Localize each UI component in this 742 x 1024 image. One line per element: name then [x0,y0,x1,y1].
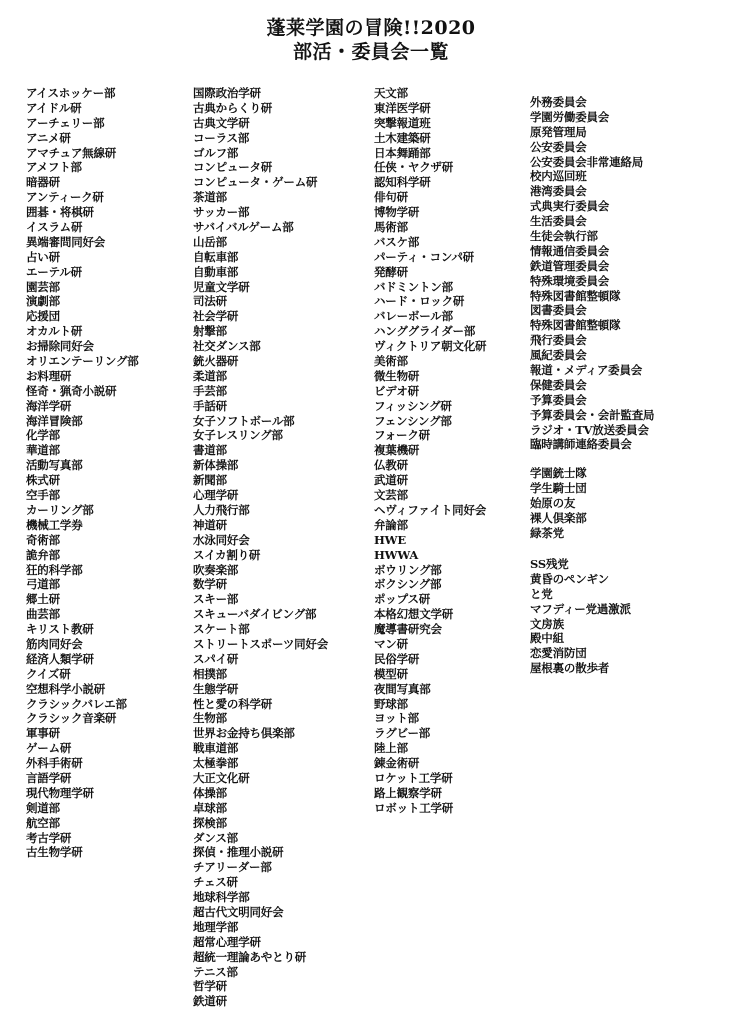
list-item: 茶道部 [193,190,227,205]
list-item: 俳句研 [374,190,408,205]
list-item: 性と愛の科学研 [193,696,273,711]
list-item: アンティーク研 [26,190,104,205]
list-item: 水泳同好会 [193,532,250,547]
list-item: 飛行委員会 [530,333,587,348]
list-item: 相撲部 [193,666,227,681]
list-item: 現代物理学研 [26,785,94,800]
list-item: 外科手術研 [26,756,83,771]
list-item: 国際政治学研 [193,86,261,100]
list-item: ボクシング部 [374,577,442,592]
list-item: 怪奇・猟奇小説研 [26,383,117,398]
list-item: 海洋冒険部 [26,413,83,428]
list-item: キリスト教研 [26,622,94,637]
list-item: 生徒会執行部 [530,229,598,244]
list-item: 司法研 [193,294,227,309]
list-item: 心理学研 [193,488,239,503]
list-item: 株式研 [26,473,60,488]
list-item: 馬術部 [374,220,408,235]
list-item: カーリング部 [26,502,94,517]
list-item: HWWA [374,547,419,562]
list-item: 保健委員会 [530,377,587,392]
list-item: チアリーダー部 [193,860,272,875]
list-item: 大正文化研 [193,770,250,785]
list-item: コンピュータ研 [193,160,273,175]
faction-list [530,557,631,676]
list-item: アーチェリー部 [26,115,105,130]
list-item: 原発管理局 [530,124,587,139]
list-item: HWE [374,532,406,547]
list-item: 剣道部 [26,800,60,815]
list-item: 文芸部 [374,488,408,503]
list-item: 特殊図書館整頓隊 [530,288,621,303]
list-item: 柔道部 [193,368,227,383]
list-item: 弁論部 [374,517,408,532]
list-item: 園芸部 [26,279,60,294]
list-item: 生活委員会 [530,214,587,229]
list-item: アイドル研 [26,100,82,115]
list-item: ラジオ・TV放送委員会 [530,422,649,437]
list-item: マフディー党過激派 [530,601,631,616]
list-item: 超古代文明同好会 [193,904,284,919]
list-item: 超統一理論あやとり研 [193,949,306,964]
list-item: 日本舞踊部 [374,145,431,160]
list-item: 軍事研 [26,726,60,741]
committee-list [530,95,654,452]
list-item: 錬金術研 [374,756,420,771]
club-list [193,86,328,1009]
list-item: 魔導書研究会 [374,622,442,637]
list-item: 認知科学研 [374,175,431,190]
list-item: パーティ・コンパ研 [374,249,474,264]
page-title: 蓬莱学園の冒険!!2020 [266,17,476,39]
list-item: 華道部 [26,443,60,458]
list-item: ハンググライダー部 [374,324,476,339]
list-item: フィッシング研 [374,398,452,413]
list-item: 吹奏楽部 [193,562,239,577]
list-item: ロケット工学研 [374,770,453,785]
list-item: 海洋学研 [26,398,72,413]
list-item: 経済人類学研 [26,651,94,666]
list-item: 図書委員会 [530,303,587,318]
list-item: お料理研 [26,368,72,383]
list-item: フェンシング部 [374,413,452,428]
list-item: 特殊図書館整頓隊 [530,318,621,333]
list-item: 手芸部 [193,383,227,398]
list-item: チェス研 [193,875,238,890]
list-item: クラシックバレエ部 [26,696,127,711]
list-item: 戦車道部 [193,741,239,756]
list-item: 自転車部 [193,249,239,264]
list-item: ゲーム研 [26,741,72,756]
list-item: 神道研 [193,517,227,532]
list-item: 探検部 [193,815,227,830]
list-item: 銃火器研 [193,354,239,369]
list-item: 児童文学研 [193,279,250,294]
list-item: 校内巡回班 [530,169,587,184]
list-item: 曲芸部 [26,607,60,622]
list-item: 世界お金持ち倶楽部 [193,726,295,741]
list-item: ダンス部 [193,830,238,845]
list-item: 始原の友 [530,495,576,510]
list-item: 生態学研 [193,681,239,696]
list-item: 手話研 [193,398,227,413]
list-item: テニス部 [193,964,238,979]
list-item: 公安委員会非常連絡局 [530,154,643,169]
list-item: 異端審問同好会 [26,234,106,249]
list-item: エーテル研 [26,264,82,279]
list-item: 生物部 [193,711,227,726]
list-item: 複葉機研 [374,443,420,458]
club-list [26,86,139,860]
list-item: 夜間写真部 [374,681,431,696]
list-item: 狂的科学部 [26,562,83,577]
list-item: 模型研 [374,666,408,681]
list-item: 仏教研 [374,458,408,473]
list-item: ヨット部 [374,711,419,726]
list-item: オリエンテーリング部 [26,354,139,369]
list-item: スキューバダイビング部 [193,607,317,622]
list-item: サッカー部 [193,205,250,220]
list-item: 古生物学研 [26,845,83,860]
list-item: 裸人倶楽部 [530,510,587,525]
list-item: SS残党 [530,557,569,571]
page-subtitle: 部活・委員会一覧 [292,41,449,63]
list-item: 古典文学研 [193,115,250,130]
list-item: と党 [530,586,553,601]
list-item: フォーク研 [374,428,430,443]
list-item: マン研 [374,636,408,651]
list-item: 占い研 [26,249,60,264]
list-item: 予算委員会 [530,392,587,407]
list-item: クラシック音楽研 [26,711,117,726]
group-list [530,466,587,540]
list-item: 社会学研 [193,309,239,324]
list-item: お掃除同好会 [26,339,94,354]
list-item: 言語学研 [26,770,72,785]
list-item: スイカ割り研 [193,547,261,562]
list-item: アイスホッケー部 [26,86,116,100]
list-item: 屋根裏の散歩者 [530,661,610,676]
list-item: バドミントン部 [374,279,453,294]
list-item: ビデオ研 [374,383,419,398]
list-item: 公安委員会 [530,139,587,154]
list-item: 式典実行委員会 [530,199,610,214]
list-item: 射撃部 [193,324,227,339]
list-item: ポップス研 [374,592,431,607]
list-item: 地理学部 [193,919,239,934]
list-item: 陸上部 [374,741,408,756]
list-item: バスケ部 [374,234,420,249]
list-item: 鉄道研 [193,994,227,1009]
list-item: 太極拳部 [193,756,239,771]
list-item: 恋愛消防団 [530,646,587,661]
list-item: 新聞部 [193,473,227,488]
list-item: コンピュータ・ゲーム研 [193,175,318,190]
list-item: 航空部 [26,815,60,830]
list-item: 応援団 [26,309,60,324]
list-item: 特殊環境委員会 [530,273,610,288]
list-item: 学園労働委員会 [530,109,610,124]
list-item: ボウリング部 [374,562,442,577]
list-item: 自動車部 [193,264,239,279]
list-item: 体操部 [193,785,227,800]
list-item: 数学研 [193,577,227,592]
list-item: スパイ研 [193,651,239,666]
list-item: 考古学研 [26,830,72,845]
list-item: 機械工学券 [26,517,83,532]
list-item: 突撃報道班 [374,115,431,130]
list-item: 活動写真部 [26,458,83,473]
list-item: スケート部 [193,622,250,637]
list-item: コーラス部 [193,130,250,145]
list-item: 天文部 [374,86,408,100]
list-item: 探偵・推理小説研 [193,845,284,860]
list-item: 山岳部 [193,234,227,249]
club-list [374,86,486,816]
list-item: 博物学研 [374,205,420,220]
list-item: 学園銃士隊 [530,466,587,480]
list-item: アニメ研 [26,130,71,145]
list-item: 港湾委員会 [530,184,587,199]
list-item: 卓球部 [193,800,227,815]
list-item: 空手部 [26,488,60,503]
list-item: 臨時講師連絡委員会 [530,437,632,452]
list-item: 書道部 [193,443,227,458]
list-item: 本格幻想文学研 [374,607,454,622]
list-item: 緑茶党 [530,525,564,540]
list-item: 女子ソフトボール部 [193,413,295,428]
list-item: 弓道部 [26,577,60,592]
list-item: アメフト部 [26,160,82,175]
list-item: 新体操部 [193,458,239,473]
list-item: 哲学研 [193,979,227,994]
list-item: 超常心理学研 [193,934,261,949]
list-item: 人力飛行部 [193,502,250,517]
list-item: 筋肉同好会 [26,636,83,651]
list-item: 女子レスリング部 [193,428,283,443]
list-item: 土木建築研 [374,130,431,145]
list-item: 武道研 [374,473,408,488]
list-item: 囲碁・将棋研 [26,205,94,220]
list-item: 予算委員会・会計監査局 [530,407,655,422]
list-item: 美術部 [374,354,408,369]
list-item: 詭弁部 [26,547,60,562]
list-item: 微生物研 [374,368,420,383]
list-item: 黄昏のペンギン [530,571,609,586]
list-item: 風紀委員会 [530,348,587,363]
list-item: 殿中組 [530,631,564,646]
list-item: 民俗学研 [374,651,420,666]
list-item: 社交ダンス部 [193,339,261,354]
list-item: 文房族 [530,616,564,631]
list-item: 地球科学部 [193,890,250,905]
list-item: 発酵研 [374,264,408,279]
list-item: 学生騎士団 [530,480,587,495]
list-item: 鉄道管理委員会 [530,258,610,273]
list-item: 報道・メディア委員会 [530,363,643,378]
list-item: 古典からくり研 [193,100,273,115]
list-item: ヘヴィファイト同好会 [374,502,487,517]
list-item: 空想科学小説研 [26,681,106,696]
list-item: ハード・ロック研 [374,294,465,309]
list-item: 郷土研 [26,592,60,607]
list-item: スキー部 [193,592,239,607]
list-item: 外務委員会 [530,95,587,109]
list-item: ヴィクトリア朝文化研 [374,339,487,354]
list-item: ロボット工学研 [374,800,454,815]
list-item: 野球部 [374,696,408,711]
list-item: 任侠・ヤクザ研 [374,160,454,175]
list-item: ラグビー部 [374,726,431,741]
list-item: アマチュア無線研 [26,145,117,160]
list-item: ストリートスポーツ同好会 [193,636,329,651]
list-item: 暗器研 [26,175,60,190]
list-item: 路上観察学研 [374,785,442,800]
list-item: 情報通信委員会 [530,243,610,258]
list-item: 東洋医学研 [374,100,431,115]
list-item: サバイバルゲーム部 [193,220,294,235]
list-item: 化学部 [26,428,60,443]
list-item: イスラム研 [26,220,83,235]
list-item: ゴルフ部 [193,145,239,160]
list-item: 奇術部 [26,532,60,547]
list-item: オカルト研 [26,324,83,339]
list-item: クイズ研 [26,666,71,681]
list-item: バレーボール部 [374,309,453,324]
list-item: 演劇部 [26,294,60,309]
